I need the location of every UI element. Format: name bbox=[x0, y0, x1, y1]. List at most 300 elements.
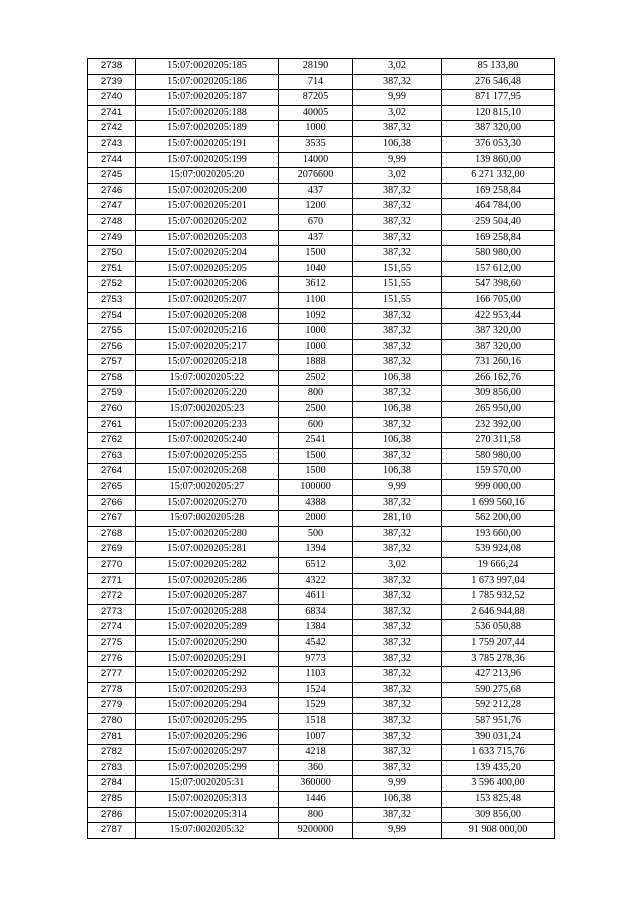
area-cell: 670 bbox=[279, 214, 353, 230]
area-cell: 360000 bbox=[279, 776, 353, 792]
row-number-cell: 2745 bbox=[88, 168, 136, 184]
value-cell: 91 908 000,00 bbox=[442, 823, 555, 839]
area-cell: 1200 bbox=[279, 199, 353, 215]
cadastral-number-cell: 15:07:0020205:294 bbox=[136, 698, 279, 714]
cadastral-number-cell: 15:07:0020205:185 bbox=[136, 59, 279, 75]
cadastral-number-cell: 15:07:0020205:218 bbox=[136, 355, 279, 371]
area-cell: 9773 bbox=[279, 651, 353, 667]
cadastral-number-cell: 15:07:0020205:291 bbox=[136, 651, 279, 667]
rate-cell: 387,32 bbox=[353, 807, 442, 823]
cadastral-value-table bbox=[87, 58, 555, 839]
row-number-cell: 2766 bbox=[88, 495, 136, 511]
table-row bbox=[88, 152, 555, 168]
cadastral-number-cell: 15:07:0020205:203 bbox=[136, 230, 279, 246]
table-row bbox=[88, 230, 555, 246]
table-row bbox=[88, 277, 555, 293]
row-number-cell: 2780 bbox=[88, 713, 136, 729]
rate-cell: 387,32 bbox=[353, 729, 442, 745]
area-cell: 1007 bbox=[279, 729, 353, 745]
table-row bbox=[88, 246, 555, 262]
value-cell: 3 785 278,36 bbox=[442, 651, 555, 667]
row-number-cell: 2782 bbox=[88, 745, 136, 761]
rate-cell: 9,99 bbox=[353, 776, 442, 792]
cadastral-number-cell: 15:07:0020205:290 bbox=[136, 635, 279, 651]
cadastral-number-cell: 15:07:0020205:200 bbox=[136, 183, 279, 199]
area-cell: 1529 bbox=[279, 698, 353, 714]
row-number-cell: 2777 bbox=[88, 667, 136, 683]
value-cell: 276 546,48 bbox=[442, 74, 555, 90]
cadastral-number-cell: 15:07:0020205:216 bbox=[136, 324, 279, 340]
area-cell: 500 bbox=[279, 526, 353, 542]
table-row bbox=[88, 651, 555, 667]
value-cell: 376 053,30 bbox=[442, 136, 555, 152]
rate-cell: 9,99 bbox=[353, 152, 442, 168]
value-cell: 85 133,80 bbox=[442, 59, 555, 75]
rate-cell: 387,32 bbox=[353, 620, 442, 636]
value-cell: 580 980,00 bbox=[442, 246, 555, 262]
table-row bbox=[88, 308, 555, 324]
rate-cell: 3,02 bbox=[353, 558, 442, 574]
rate-cell: 387,32 bbox=[353, 324, 442, 340]
value-cell: 169 258,84 bbox=[442, 230, 555, 246]
cadastral-number-cell: 15:07:0020205:286 bbox=[136, 573, 279, 589]
value-cell: 387 320,00 bbox=[442, 339, 555, 355]
area-cell: 800 bbox=[279, 386, 353, 402]
area-cell: 100000 bbox=[279, 480, 353, 496]
value-cell: 1 633 715,76 bbox=[442, 745, 555, 761]
area-cell: 4611 bbox=[279, 589, 353, 605]
row-number-cell: 2775 bbox=[88, 635, 136, 651]
area-cell: 1384 bbox=[279, 620, 353, 636]
table-row bbox=[88, 682, 555, 698]
row-number-cell: 2747 bbox=[88, 199, 136, 215]
value-cell: 1 785 932,52 bbox=[442, 589, 555, 605]
cadastral-number-cell: 15:07:0020205:255 bbox=[136, 448, 279, 464]
value-cell: 422 953,44 bbox=[442, 308, 555, 324]
cadastral-number-cell: 15:07:0020205:20 bbox=[136, 168, 279, 184]
table-row bbox=[88, 807, 555, 823]
rate-cell: 387,32 bbox=[353, 230, 442, 246]
cadastral-number-cell: 15:07:0020205:217 bbox=[136, 339, 279, 355]
rate-cell: 387,32 bbox=[353, 183, 442, 199]
table-row bbox=[88, 292, 555, 308]
value-cell: 547 398,60 bbox=[442, 277, 555, 293]
row-number-cell: 2738 bbox=[88, 59, 136, 75]
value-cell: 390 031,24 bbox=[442, 729, 555, 745]
cadastral-number-cell: 15:07:0020205:293 bbox=[136, 682, 279, 698]
value-cell: 153 825,48 bbox=[442, 791, 555, 807]
value-cell: 580 980,00 bbox=[442, 448, 555, 464]
rate-cell: 387,32 bbox=[353, 760, 442, 776]
rate-cell: 106,38 bbox=[353, 136, 442, 152]
row-number-cell: 2755 bbox=[88, 324, 136, 340]
rate-cell: 9,99 bbox=[353, 823, 442, 839]
table-row bbox=[88, 604, 555, 620]
area-cell: 2500 bbox=[279, 402, 353, 418]
table-row bbox=[88, 90, 555, 106]
value-cell: 536 050,88 bbox=[442, 620, 555, 636]
value-cell: 270 311,58 bbox=[442, 433, 555, 449]
area-cell: 1000 bbox=[279, 121, 353, 137]
row-number-cell: 2781 bbox=[88, 729, 136, 745]
rate-cell: 387,32 bbox=[353, 526, 442, 542]
row-number-cell: 2741 bbox=[88, 105, 136, 121]
value-cell: 999 000,00 bbox=[442, 480, 555, 496]
table-row bbox=[88, 168, 555, 184]
cadastral-number-cell: 15:07:0020205:199 bbox=[136, 152, 279, 168]
rate-cell: 106,38 bbox=[353, 433, 442, 449]
value-cell: 427 213,96 bbox=[442, 667, 555, 683]
value-cell: 1 673 997,04 bbox=[442, 573, 555, 589]
area-cell: 1500 bbox=[279, 448, 353, 464]
value-cell: 562 200,00 bbox=[442, 511, 555, 527]
table-row bbox=[88, 526, 555, 542]
value-cell: 2 646 944,88 bbox=[442, 604, 555, 620]
cadastral-number-cell: 15:07:0020205:28 bbox=[136, 511, 279, 527]
rate-cell: 151,55 bbox=[353, 277, 442, 293]
cadastral-number-cell: 15:07:0020205:191 bbox=[136, 136, 279, 152]
row-number-cell: 2773 bbox=[88, 604, 136, 620]
cadastral-number-cell: 15:07:0020205:297 bbox=[136, 745, 279, 761]
row-number-cell: 2770 bbox=[88, 558, 136, 574]
area-cell: 714 bbox=[279, 74, 353, 90]
row-number-cell: 2772 bbox=[88, 589, 136, 605]
rate-cell: 106,38 bbox=[353, 791, 442, 807]
table-row bbox=[88, 791, 555, 807]
rate-cell: 3,02 bbox=[353, 105, 442, 121]
rate-cell: 3,02 bbox=[353, 59, 442, 75]
row-number-cell: 2746 bbox=[88, 183, 136, 199]
table-row bbox=[88, 635, 555, 651]
value-cell: 309 856,00 bbox=[442, 807, 555, 823]
cadastral-number-cell: 15:07:0020205:207 bbox=[136, 292, 279, 308]
row-number-cell: 2767 bbox=[88, 511, 136, 527]
table-row bbox=[88, 495, 555, 511]
row-number-cell: 2751 bbox=[88, 261, 136, 277]
row-number-cell: 2763 bbox=[88, 448, 136, 464]
cadastral-number-cell: 15:07:0020205:189 bbox=[136, 121, 279, 137]
area-cell: 4218 bbox=[279, 745, 353, 761]
rate-cell: 387,32 bbox=[353, 214, 442, 230]
table-row bbox=[88, 620, 555, 636]
value-cell: 139 435,20 bbox=[442, 760, 555, 776]
cadastral-number-cell: 15:07:0020205:295 bbox=[136, 713, 279, 729]
rate-cell: 106,38 bbox=[353, 464, 442, 480]
value-cell: 159 570,00 bbox=[442, 464, 555, 480]
cadastral-number-cell: 15:07:0020205:282 bbox=[136, 558, 279, 574]
cadastral-number-cell: 15:07:0020205:299 bbox=[136, 760, 279, 776]
cadastral-number-cell: 15:07:0020205:187 bbox=[136, 90, 279, 106]
area-cell: 1000 bbox=[279, 324, 353, 340]
table-row bbox=[88, 324, 555, 340]
rate-cell: 3,02 bbox=[353, 168, 442, 184]
value-cell: 1 759 207,44 bbox=[442, 635, 555, 651]
area-cell: 1446 bbox=[279, 791, 353, 807]
table-row bbox=[88, 355, 555, 371]
value-cell: 539 924,08 bbox=[442, 542, 555, 558]
table-row bbox=[88, 433, 555, 449]
table-row bbox=[88, 214, 555, 230]
rate-cell: 9,99 bbox=[353, 90, 442, 106]
value-cell: 3 596 400,00 bbox=[442, 776, 555, 792]
area-cell: 1092 bbox=[279, 308, 353, 324]
rate-cell: 387,32 bbox=[353, 74, 442, 90]
table-row bbox=[88, 105, 555, 121]
area-cell: 1500 bbox=[279, 464, 353, 480]
rate-cell: 106,38 bbox=[353, 370, 442, 386]
cadastral-number-cell: 15:07:0020205:205 bbox=[136, 261, 279, 277]
row-number-cell: 2778 bbox=[88, 682, 136, 698]
area-cell: 1040 bbox=[279, 261, 353, 277]
value-cell: 387 320,00 bbox=[442, 121, 555, 137]
rate-cell: 387,32 bbox=[353, 745, 442, 761]
table-row bbox=[88, 823, 555, 839]
rate-cell: 387,32 bbox=[353, 495, 442, 511]
rate-cell: 387,32 bbox=[353, 355, 442, 371]
area-cell: 28190 bbox=[279, 59, 353, 75]
area-cell: 360 bbox=[279, 760, 353, 776]
area-cell: 437 bbox=[279, 183, 353, 199]
table-row bbox=[88, 698, 555, 714]
row-number-cell: 2785 bbox=[88, 791, 136, 807]
cadastral-number-cell: 15:07:0020205:23 bbox=[136, 402, 279, 418]
table-row bbox=[88, 573, 555, 589]
rate-cell: 387,32 bbox=[353, 339, 442, 355]
value-cell: 266 162,76 bbox=[442, 370, 555, 386]
rate-cell: 151,55 bbox=[353, 292, 442, 308]
value-cell: 259 504,40 bbox=[442, 214, 555, 230]
cadastral-number-cell: 15:07:0020205:27 bbox=[136, 480, 279, 496]
cadastral-number-cell: 15:07:0020205:220 bbox=[136, 386, 279, 402]
table-row bbox=[88, 713, 555, 729]
area-cell: 600 bbox=[279, 417, 353, 433]
row-number-cell: 2748 bbox=[88, 214, 136, 230]
row-number-cell: 2758 bbox=[88, 370, 136, 386]
area-cell: 1888 bbox=[279, 355, 353, 371]
cadastral-number-cell: 15:07:0020205:240 bbox=[136, 433, 279, 449]
cadastral-number-cell: 15:07:0020205:268 bbox=[136, 464, 279, 480]
cadastral-number-cell: 15:07:0020205:287 bbox=[136, 589, 279, 605]
rate-cell: 387,32 bbox=[353, 604, 442, 620]
area-cell: 6512 bbox=[279, 558, 353, 574]
cadastral-number-cell: 15:07:0020205:186 bbox=[136, 74, 279, 90]
value-cell: 590 275,68 bbox=[442, 682, 555, 698]
table-row bbox=[88, 760, 555, 776]
rate-cell: 387,32 bbox=[353, 417, 442, 433]
cadastral-number-cell: 15:07:0020205:233 bbox=[136, 417, 279, 433]
row-number-cell: 2749 bbox=[88, 230, 136, 246]
value-cell: 309 856,00 bbox=[442, 386, 555, 402]
row-number-cell: 2753 bbox=[88, 292, 136, 308]
row-number-cell: 2771 bbox=[88, 573, 136, 589]
cadastral-number-cell: 15:07:0020205:289 bbox=[136, 620, 279, 636]
rate-cell: 281,10 bbox=[353, 511, 442, 527]
cadastral-number-cell: 15:07:0020205:296 bbox=[136, 729, 279, 745]
value-cell: 120 815,10 bbox=[442, 105, 555, 121]
value-cell: 166 705,00 bbox=[442, 292, 555, 308]
area-cell: 437 bbox=[279, 230, 353, 246]
table-row bbox=[88, 74, 555, 90]
table-row bbox=[88, 589, 555, 605]
row-number-cell: 2739 bbox=[88, 74, 136, 90]
area-cell: 9200000 bbox=[279, 823, 353, 839]
rate-cell: 9,99 bbox=[353, 480, 442, 496]
cadastral-number-cell: 15:07:0020205:314 bbox=[136, 807, 279, 823]
cadastral-number-cell: 15:07:0020205:313 bbox=[136, 791, 279, 807]
row-number-cell: 2759 bbox=[88, 386, 136, 402]
value-cell: 157 612,00 bbox=[442, 261, 555, 277]
area-cell: 4542 bbox=[279, 635, 353, 651]
rate-cell: 151,55 bbox=[353, 261, 442, 277]
row-number-cell: 2761 bbox=[88, 417, 136, 433]
row-number-cell: 2740 bbox=[88, 90, 136, 106]
cadastral-number-cell: 15:07:0020205:202 bbox=[136, 214, 279, 230]
row-number-cell: 2756 bbox=[88, 339, 136, 355]
cadastral-number-cell: 15:07:0020205:206 bbox=[136, 277, 279, 293]
row-number-cell: 2750 bbox=[88, 246, 136, 262]
area-cell: 2541 bbox=[279, 433, 353, 449]
value-cell: 19 666,24 bbox=[442, 558, 555, 574]
table-row bbox=[88, 480, 555, 496]
area-cell: 2502 bbox=[279, 370, 353, 386]
value-cell: 193 660,00 bbox=[442, 526, 555, 542]
area-cell: 1103 bbox=[279, 667, 353, 683]
rate-cell: 387,32 bbox=[353, 121, 442, 137]
cadastral-number-cell: 15:07:0020205:188 bbox=[136, 105, 279, 121]
area-cell: 4322 bbox=[279, 573, 353, 589]
row-number-cell: 2779 bbox=[88, 698, 136, 714]
value-cell: 232 392,00 bbox=[442, 417, 555, 433]
value-cell: 265 950,00 bbox=[442, 402, 555, 418]
table-row bbox=[88, 417, 555, 433]
value-cell: 139 860,00 bbox=[442, 152, 555, 168]
value-cell: 731 260,16 bbox=[442, 355, 555, 371]
rate-cell: 387,32 bbox=[353, 199, 442, 215]
row-number-cell: 2787 bbox=[88, 823, 136, 839]
rate-cell: 387,32 bbox=[353, 698, 442, 714]
cadastral-number-cell: 15:07:0020205:280 bbox=[136, 526, 279, 542]
table-body bbox=[88, 59, 555, 839]
value-cell: 592 212,28 bbox=[442, 698, 555, 714]
value-cell: 587 951,76 bbox=[442, 713, 555, 729]
value-cell: 464 784,00 bbox=[442, 199, 555, 215]
area-cell: 87205 bbox=[279, 90, 353, 106]
row-number-cell: 2744 bbox=[88, 152, 136, 168]
rate-cell: 387,32 bbox=[353, 448, 442, 464]
area-cell: 1100 bbox=[279, 292, 353, 308]
table-row bbox=[88, 667, 555, 683]
row-number-cell: 2768 bbox=[88, 526, 136, 542]
table-row bbox=[88, 199, 555, 215]
cadastral-number-cell: 15:07:0020205:22 bbox=[136, 370, 279, 386]
cadastral-number-cell: 15:07:0020205:31 bbox=[136, 776, 279, 792]
area-cell: 2076600 bbox=[279, 168, 353, 184]
area-cell: 2000 bbox=[279, 511, 353, 527]
cadastral-number-cell: 15:07:0020205:204 bbox=[136, 246, 279, 262]
table-row bbox=[88, 745, 555, 761]
table-row bbox=[88, 261, 555, 277]
cadastral-number-cell: 15:07:0020205:208 bbox=[136, 308, 279, 324]
area-cell: 40005 bbox=[279, 105, 353, 121]
cadastral-number-cell: 15:07:0020205:292 bbox=[136, 667, 279, 683]
cadastral-number-cell: 15:07:0020205:288 bbox=[136, 604, 279, 620]
row-number-cell: 2742 bbox=[88, 121, 136, 137]
area-cell: 800 bbox=[279, 807, 353, 823]
table-row bbox=[88, 370, 555, 386]
table-row bbox=[88, 448, 555, 464]
row-number-cell: 2783 bbox=[88, 760, 136, 776]
row-number-cell: 2754 bbox=[88, 308, 136, 324]
table-row bbox=[88, 121, 555, 137]
row-number-cell: 2769 bbox=[88, 542, 136, 558]
rate-cell: 387,32 bbox=[353, 386, 442, 402]
cadastral-number-cell: 15:07:0020205:201 bbox=[136, 199, 279, 215]
table-row bbox=[88, 464, 555, 480]
rate-cell: 387,32 bbox=[353, 246, 442, 262]
cadastral-number-cell: 15:07:0020205:270 bbox=[136, 495, 279, 511]
table-row bbox=[88, 511, 555, 527]
value-cell: 6 271 332,00 bbox=[442, 168, 555, 184]
row-number-cell: 2776 bbox=[88, 651, 136, 667]
row-number-cell: 2757 bbox=[88, 355, 136, 371]
row-number-cell: 2752 bbox=[88, 277, 136, 293]
cadastral-number-cell: 15:07:0020205:281 bbox=[136, 542, 279, 558]
rate-cell: 387,32 bbox=[353, 573, 442, 589]
table-row bbox=[88, 776, 555, 792]
value-cell: 1 699 560,16 bbox=[442, 495, 555, 511]
rate-cell: 387,32 bbox=[353, 667, 442, 683]
row-number-cell: 2784 bbox=[88, 776, 136, 792]
row-number-cell: 2765 bbox=[88, 480, 136, 496]
row-number-cell: 2760 bbox=[88, 402, 136, 418]
rate-cell: 387,32 bbox=[353, 651, 442, 667]
rate-cell: 387,32 bbox=[353, 589, 442, 605]
table-row bbox=[88, 402, 555, 418]
table-row bbox=[88, 558, 555, 574]
rate-cell: 387,32 bbox=[353, 542, 442, 558]
table-row bbox=[88, 542, 555, 558]
table-row bbox=[88, 59, 555, 75]
rate-cell: 387,32 bbox=[353, 635, 442, 651]
area-cell: 1000 bbox=[279, 339, 353, 355]
rate-cell: 106,38 bbox=[353, 402, 442, 418]
rate-cell: 387,32 bbox=[353, 713, 442, 729]
table-row bbox=[88, 183, 555, 199]
area-cell: 1524 bbox=[279, 682, 353, 698]
area-cell: 1394 bbox=[279, 542, 353, 558]
row-number-cell: 2774 bbox=[88, 620, 136, 636]
value-cell: 871 177,95 bbox=[442, 90, 555, 106]
rate-cell: 387,32 bbox=[353, 308, 442, 324]
value-cell: 387 320,00 bbox=[442, 324, 555, 340]
value-cell: 169 258,84 bbox=[442, 183, 555, 199]
area-cell: 14000 bbox=[279, 152, 353, 168]
area-cell: 4388 bbox=[279, 495, 353, 511]
row-number-cell: 2764 bbox=[88, 464, 136, 480]
table-row bbox=[88, 729, 555, 745]
area-cell: 3535 bbox=[279, 136, 353, 152]
row-number-cell: 2743 bbox=[88, 136, 136, 152]
table-row bbox=[88, 136, 555, 152]
table-row bbox=[88, 386, 555, 402]
area-cell: 3612 bbox=[279, 277, 353, 293]
rate-cell: 387,32 bbox=[353, 682, 442, 698]
area-cell: 6834 bbox=[279, 604, 353, 620]
area-cell: 1500 bbox=[279, 246, 353, 262]
row-number-cell: 2762 bbox=[88, 433, 136, 449]
cadastral-number-cell: 15:07:0020205:32 bbox=[136, 823, 279, 839]
table-row bbox=[88, 339, 555, 355]
